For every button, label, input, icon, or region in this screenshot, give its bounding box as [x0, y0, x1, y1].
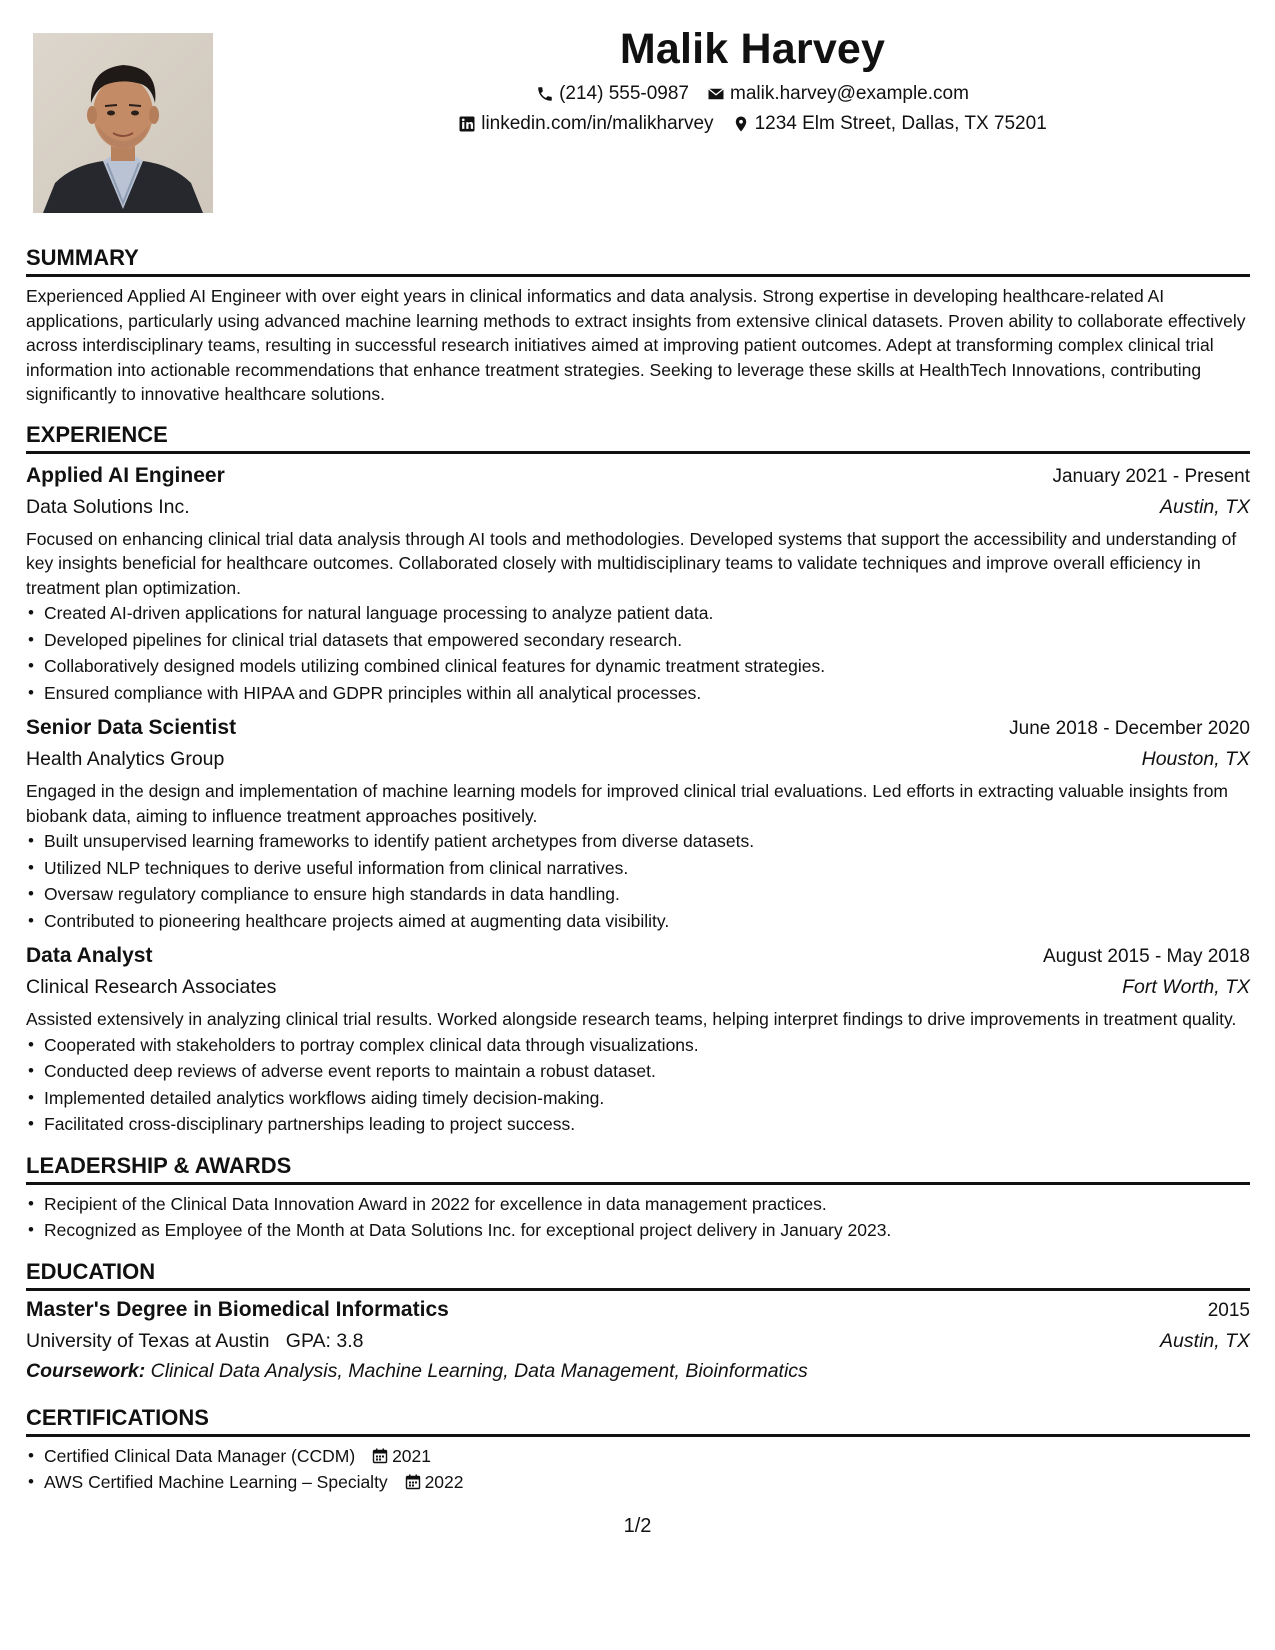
certification-name: AWS Certified Machine Learning – Specialty — [44, 1472, 388, 1493]
resume-body — [26, 244, 1250, 1506]
page-number: 1/2 — [623, 1515, 652, 1537]
phone-text: (214) 555-0987 — [559, 83, 689, 104]
job-dates: January 2021 - Present — [1052, 465, 1250, 487]
section-title-summary: SUMMARY — [26, 244, 1250, 277]
summary-text: Experienced Applied AI Engineer with over eight years in clinical informatics and data analysis. Strong expertise in developing healthcare-related AI applications, particularly using advanced machine learning methods to extract insights from extensive clinical datasets. Proven ability to collaborate effectively across interdisciplinary teams, resulting in successful research initiatives aimed at improving patient outcomes. Adept at transforming complex clinical trial information into actionable recommendations that enhance treatment strategies. Seeking to leverage these skills at HealthTech Innovations, contributing significantly to innovative healthcare solutions. — [26, 286, 1246, 405]
address-text: 1234 Elm Street, Dallas, TX 75201 — [754, 113, 1047, 134]
job-bullet: • Built unsupervised learning frameworks to identify patient archetypes from diverse datasets. — [44, 828, 1250, 855]
job-bullet: • Contributed to pioneering healthcare projects aimed at augmenting data visibility. — [44, 908, 1250, 935]
coursework-label: Coursework: — [26, 1359, 146, 1382]
contact-line-2 — [230, 112, 1275, 136]
calendar-icon — [405, 1474, 421, 1490]
section-title-leadership: LEADERSHIP & AWARDS — [26, 1152, 1250, 1185]
section-title-experience: EXPERIENCE — [26, 421, 1250, 454]
email-text[interactable]: malik.harvey@example.com — [730, 83, 969, 104]
job-bullet: • Collaboratively designed models utilizing combined clinical features for dynamic treatment strategies. — [44, 653, 1250, 680]
job-title: Senior Data Scientist — [26, 716, 237, 740]
job-bullet: • Developed pipelines for clinical trial datasets that empowered secondary research. — [44, 627, 1250, 654]
calendar-icon — [372, 1448, 388, 1464]
school-location: Austin, TX — [1160, 1329, 1250, 1352]
job-description: Assisted extensively in analyzing clinical trial results. Worked alongside research teams, helping interpret findings to drive improvements in treatment quality. — [26, 1009, 1237, 1030]
job-bullet: • Facilitated cross-disciplinary partnerships leading to project success. — [44, 1111, 1250, 1138]
job-header-row — [26, 713, 1250, 744]
award-item: • Recognized as Employee of the Month at Data Solutions Inc. for exceptional project delivery in January 2023. — [44, 1217, 1250, 1244]
job-bullet: • Conducted deep reviews of adverse event reports to maintain a robust dataset. — [44, 1058, 1250, 1085]
job-company-row — [26, 492, 1250, 522]
job-location: Houston, TX — [1141, 748, 1250, 771]
job-bullet: • Oversaw regulatory compliance to ensure high standards in data handling. — [44, 881, 1250, 908]
job-company: Health Analytics Group — [26, 748, 225, 771]
school-name: University of Texas at Austin — [26, 1329, 270, 1352]
job-bullets — [26, 828, 1250, 934]
phone-icon — [536, 85, 554, 103]
job-entry — [26, 941, 1250, 1138]
linkedin-text[interactable]: linkedin.com/in/malikharvey — [481, 113, 714, 134]
linkedin-contact[interactable] — [458, 112, 713, 136]
degree-title: Master's Degree in Biomedical Informatics — [26, 1297, 449, 1321]
job-bullet: • Cooperated with stakeholders to portray complex clinical data through visualizations. — [44, 1032, 1250, 1059]
coursework-line — [26, 1356, 1250, 1386]
award-item: • Recipient of the Clinical Data Innovation Award in 2022 for excellence in data management practices. — [44, 1191, 1250, 1218]
job-title: Data Analyst — [26, 944, 153, 968]
certifications-section — [26, 1404, 1250, 1496]
job-bullet: • Implemented detailed analytics workflows aiding timely decision-making. — [44, 1085, 1250, 1112]
job-bullet: • Ensured compliance with HIPAA and GDPR principles within all analytical processes. — [44, 680, 1250, 707]
job-description: Focused on enhancing clinical trial data analysis through AI tools and methodologies. Developed systems that support the accessibility and understanding of key insights beneficial for healthcare outcomes. Collaborated closely with multidisciplinary teams to validate techniques and improve overall efficiency in treatment plan optimization. — [26, 528, 1237, 598]
experience-section — [26, 421, 1250, 1138]
job-title: Applied AI Engineer — [26, 463, 225, 487]
candidate-name: Malik Harvey — [619, 25, 886, 73]
job-bullets — [26, 600, 1250, 706]
job-location: Fort Worth, TX — [1122, 976, 1250, 999]
envelope-icon — [707, 85, 725, 103]
linkedin-icon — [458, 115, 476, 133]
job-header-row — [26, 941, 1250, 972]
portrait-image — [33, 33, 213, 213]
certification-item — [44, 1443, 1250, 1470]
job-company: Clinical Research Associates — [26, 976, 277, 999]
certification-year: 2021 — [392, 1445, 432, 1466]
address-contact — [732, 112, 1047, 136]
leadership-section — [26, 1152, 1250, 1244]
school-info — [26, 1326, 363, 1356]
job-entry — [26, 713, 1250, 934]
job-dates: June 2018 - December 2020 — [1009, 718, 1250, 740]
job-bullets — [26, 1032, 1250, 1138]
location-pin-icon — [732, 115, 750, 133]
education-header-row — [26, 1295, 1250, 1326]
gpa: GPA: 3.8 — [285, 1329, 364, 1352]
job-description: Engaged in the design and implementation of machine learning models for improved clinical trial evaluations. Led efforts in extracting valuable insights from biobank data, aiming to influence treatment approaches positively. — [26, 781, 1229, 826]
leadership-bullets — [26, 1191, 1250, 1244]
graduation-year: 2015 — [1207, 1299, 1250, 1321]
job-dates: August 2015 - May 2018 — [1042, 946, 1250, 968]
certification-bullets — [26, 1443, 1250, 1496]
education-section — [26, 1258, 1250, 1386]
certification-name: Certified Clinical Data Manager (CCDM) — [44, 1445, 356, 1466]
education-school-row — [26, 1326, 1250, 1356]
phone-contact — [536, 82, 689, 106]
job-header-row — [26, 461, 1250, 492]
job-bullet: • Created AI-driven applications for natural language processing to analyze patient data. — [44, 600, 1250, 627]
resume-header — [230, 22, 1275, 136]
email-contact[interactable] — [707, 82, 969, 106]
job-location: Austin, TX — [1160, 495, 1250, 518]
section-title-certifications: CERTIFICATIONS — [26, 1404, 1250, 1437]
job-company-row — [26, 972, 1250, 1002]
certification-year: 2022 — [424, 1472, 464, 1493]
certification-item — [44, 1469, 1250, 1496]
summary-section — [26, 244, 1250, 407]
job-bullet: • Utilized NLP techniques to derive useful information from clinical narratives. — [44, 855, 1250, 882]
section-title-education: EDUCATION — [26, 1258, 1250, 1291]
contact-line-1 — [230, 82, 1275, 106]
job-entry — [26, 461, 1250, 707]
job-company-row — [26, 744, 1250, 774]
job-company: Data Solutions Inc. — [26, 495, 190, 518]
coursework-list: Clinical Data Analysis, Machine Learning, Data Management, Bioinformatics — [150, 1359, 808, 1382]
profile-photo — [33, 33, 213, 213]
